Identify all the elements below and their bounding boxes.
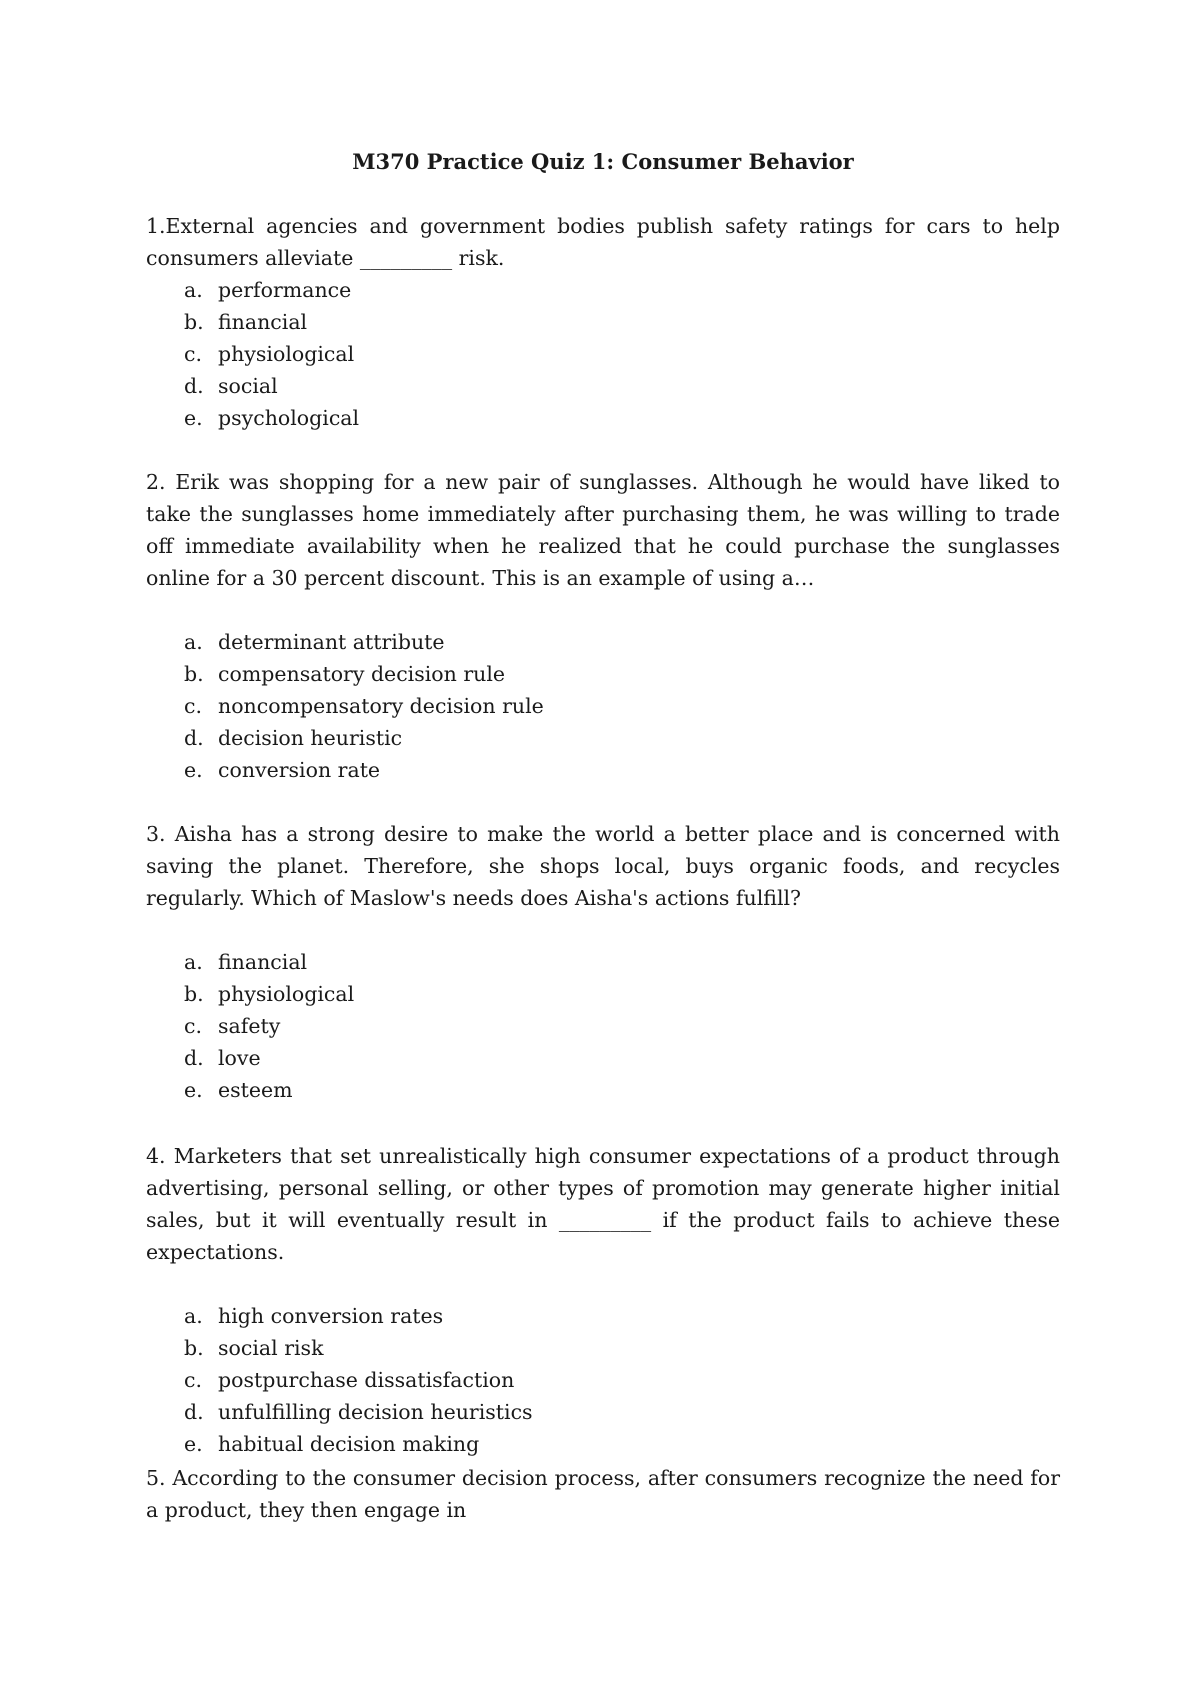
option-text: conversion rate [218, 758, 381, 782]
answer-option [146, 1396, 1060, 1428]
answer-option [146, 338, 1060, 370]
question-5 [146, 1462, 1060, 1526]
option-text: safety [218, 1014, 281, 1038]
option-text: physiological [218, 982, 355, 1006]
question-prompt: 5. According to the consumer decision process, after consumers recognize the need for a product, they then engage in [146, 1466, 1060, 1522]
option-text: social risk [218, 1336, 324, 1360]
option-text: postpurchase dissatisfaction [218, 1368, 515, 1392]
option-letter: d. [184, 374, 204, 398]
answer-option [146, 626, 1060, 658]
answer-option [146, 306, 1060, 338]
option-letter: e. [184, 406, 203, 430]
answer-option [146, 402, 1060, 434]
question-4 [146, 1140, 1060, 1460]
answer-options [146, 274, 1060, 434]
option-text: financial [218, 310, 308, 334]
option-text: decision heuristic [218, 726, 403, 750]
option-letter: d. [184, 1400, 204, 1424]
option-letter: c. [184, 694, 202, 718]
answer-option [146, 722, 1060, 754]
answer-option [146, 370, 1060, 402]
option-text: compensatory decision rule [218, 662, 506, 686]
answer-option [146, 1332, 1060, 1364]
option-letter: e. [184, 758, 203, 782]
question-prompt: 1.External agencies and government bodies publish safety ratings for cars to help consumers alleviate _________ risk. [146, 214, 1060, 270]
spacer [146, 914, 1060, 946]
answer-option [146, 658, 1060, 690]
option-letter: b. [184, 982, 204, 1006]
question-prompt: 2. Erik was shopping for a new pair of sunglasses. Although he would have liked to take the sunglasses home immediately after purchasing them, he was willing to trade off immediate availability when he realized that he could purchase the sunglasses online for a 30 percent discount. This is an example of using a… [146, 470, 1060, 590]
option-letter: e. [184, 1078, 203, 1102]
option-letter: c. [184, 1014, 202, 1038]
option-text: love [218, 1046, 261, 1070]
answer-option [146, 274, 1060, 306]
option-letter: c. [184, 1368, 202, 1392]
option-letter: c. [184, 342, 202, 366]
option-text: social [218, 374, 278, 398]
answer-option [146, 1300, 1060, 1332]
option-letter: b. [184, 310, 204, 334]
answer-option [146, 1364, 1060, 1396]
option-letter: d. [184, 1046, 204, 1070]
option-text: financial [218, 950, 308, 974]
answer-options [146, 946, 1060, 1106]
option-text: habitual decision making [218, 1432, 480, 1456]
option-text: performance [218, 278, 352, 302]
option-text: esteem [218, 1078, 293, 1102]
option-letter: a. [184, 1304, 203, 1328]
question-prompt: 4. Marketers that set unrealistically high consumer expectations of a product through advertising, personal selling, or other types of promotion may generate higher initial sales, but it will eventually result in _________ if the product fails to achieve these expectations. [146, 1144, 1060, 1264]
answer-option [146, 946, 1060, 978]
option-letter: e. [184, 1432, 203, 1456]
answer-option [146, 1042, 1060, 1074]
question-1 [146, 210, 1060, 434]
option-letter: a. [184, 950, 203, 974]
answer-option [146, 978, 1060, 1010]
option-text: physiological [218, 342, 355, 366]
page-title: M370 Practice Quiz 1: Consumer Behavior [352, 149, 854, 174]
question-3 [146, 818, 1060, 1106]
answer-option [146, 1428, 1060, 1460]
spacer [146, 594, 1060, 626]
option-letter: b. [184, 1336, 204, 1360]
option-text: noncompensatory decision rule [218, 694, 544, 718]
option-letter: b. [184, 662, 204, 686]
option-letter: a. [184, 630, 203, 654]
answer-option [146, 1010, 1060, 1042]
spacer [146, 1268, 1060, 1300]
option-text: unfulfilling decision heuristics [218, 1400, 533, 1424]
option-letter: d. [184, 726, 204, 750]
document-page [146, 0, 1060, 1698]
answer-options [146, 1300, 1060, 1460]
answer-option [146, 690, 1060, 722]
option-letter: a. [184, 278, 203, 302]
answer-options [146, 626, 1060, 786]
answer-option [146, 754, 1060, 786]
answer-option [146, 1074, 1060, 1106]
option-text: determinant attribute [218, 630, 445, 654]
option-text: psychological [218, 406, 360, 430]
question-2 [146, 466, 1060, 786]
question-prompt: 3. Aisha has a strong desire to make the world a better place and is concerned with saving the planet. Therefore, she shops local, buys organic foods, and recycles regularly. Which of Maslow's needs does Aisha's actions fulfill? [146, 822, 1060, 910]
option-text: high conversion rates [218, 1304, 444, 1328]
